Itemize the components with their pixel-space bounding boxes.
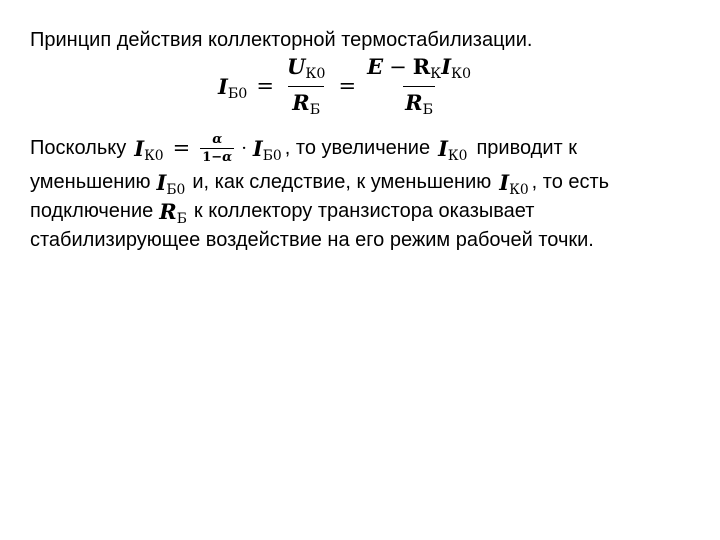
explanation-paragraph xyxy=(30,128,700,255)
fraction-2-den-sub: Б xyxy=(422,101,434,118)
line-3-rb-sub: Б xyxy=(176,211,187,228)
line-1-ib xyxy=(252,135,282,164)
alpha-fraction-numerator: α xyxy=(212,131,223,147)
base-current-formula xyxy=(218,54,473,118)
alpha-fraction-denominator xyxy=(200,148,234,165)
paragraph-line-4 xyxy=(30,226,700,255)
line-1-text-1: Поскольку xyxy=(30,136,127,159)
formula-equals-2: = xyxy=(338,74,357,98)
alpha-fraction xyxy=(200,132,234,165)
fraction-1-num-sub: К0 xyxy=(305,65,326,82)
line-2-ik-sub: К0 xyxy=(509,182,529,199)
line-1-ik-var: I xyxy=(134,135,145,161)
paragraph-line-3 xyxy=(30,197,700,226)
fraction-2-num-r-sub: К xyxy=(430,65,442,82)
line-1-ik-2-sub: К0 xyxy=(447,147,468,164)
fraction-2-den-var: R xyxy=(405,89,423,115)
line-2-ik xyxy=(499,170,529,199)
line-4-text: стабилизирующее воздействие на его режим рабочей точки. xyxy=(30,229,594,251)
fraction-2-num-minus: − xyxy=(389,54,407,79)
paragraph-line-2 xyxy=(30,168,700,197)
line-1-text-3: приводит к xyxy=(476,136,577,159)
fraction-1-den-var: R xyxy=(292,89,310,115)
line-1-ik-sub: К0 xyxy=(144,147,164,164)
line-2-ik-var: I xyxy=(499,170,510,195)
fraction-2-num-i-sub: К0 xyxy=(451,65,472,82)
fraction-2-num-r-var: R xyxy=(412,53,431,79)
fraction-1-num-var: U xyxy=(287,53,306,79)
line-1-text-2: , то увеличение xyxy=(284,136,431,159)
fraction-2-denominator xyxy=(403,86,435,119)
line-2-text-3: , то есть xyxy=(531,171,610,193)
formula-lhs xyxy=(218,73,248,102)
line-2-text-2: и, как следствие, к уменьшению xyxy=(192,171,492,193)
line-3-text-1: подключение xyxy=(30,200,154,222)
line-1-ib-sub: Б0 xyxy=(262,147,282,164)
formula-lhs-sub: Б0 xyxy=(227,85,248,102)
line-2-ib-var: I xyxy=(156,170,167,195)
line-1-equals: = xyxy=(172,136,191,160)
line-2-ib-sub: Б0 xyxy=(166,182,186,199)
line-3-rb xyxy=(159,199,187,228)
fraction-2-num-r xyxy=(412,53,442,82)
fraction-1-denominator xyxy=(288,86,324,119)
line-3-text-2: к коллектору транзистора оказывает xyxy=(193,200,535,222)
line-1-ik-2-var: I xyxy=(438,135,448,161)
fraction-2-numerator xyxy=(365,54,473,86)
formula-lhs-var: I xyxy=(218,73,228,99)
alpha-fraction-den-one: 1− xyxy=(202,149,223,165)
line-2-ib xyxy=(156,170,186,199)
fraction-1-den-sub: Б xyxy=(309,101,321,118)
fraction-2-num-e: E xyxy=(367,53,384,79)
formula-fraction-2 xyxy=(365,54,473,119)
formula-equals-1: = xyxy=(256,74,274,98)
fraction-2-num-i-var: I xyxy=(441,53,452,79)
line-1-ik-2 xyxy=(438,135,468,164)
slide-title: Принцип действия коллекторной термостабилизации. xyxy=(30,29,533,51)
line-3-rb-var: R xyxy=(159,199,177,224)
fraction-2-num-i xyxy=(441,53,472,82)
line-2-text-1: уменьшению xyxy=(30,171,151,193)
paragraph-line-1 xyxy=(30,128,700,168)
formula-fraction-1 xyxy=(283,54,329,119)
line-1-multiply-dot: · xyxy=(241,137,247,159)
line-1-ib-var: I xyxy=(252,135,263,161)
line-1-ik xyxy=(134,135,164,164)
fraction-1-numerator xyxy=(283,54,329,86)
alpha-fraction-den-alpha: α xyxy=(222,149,233,165)
